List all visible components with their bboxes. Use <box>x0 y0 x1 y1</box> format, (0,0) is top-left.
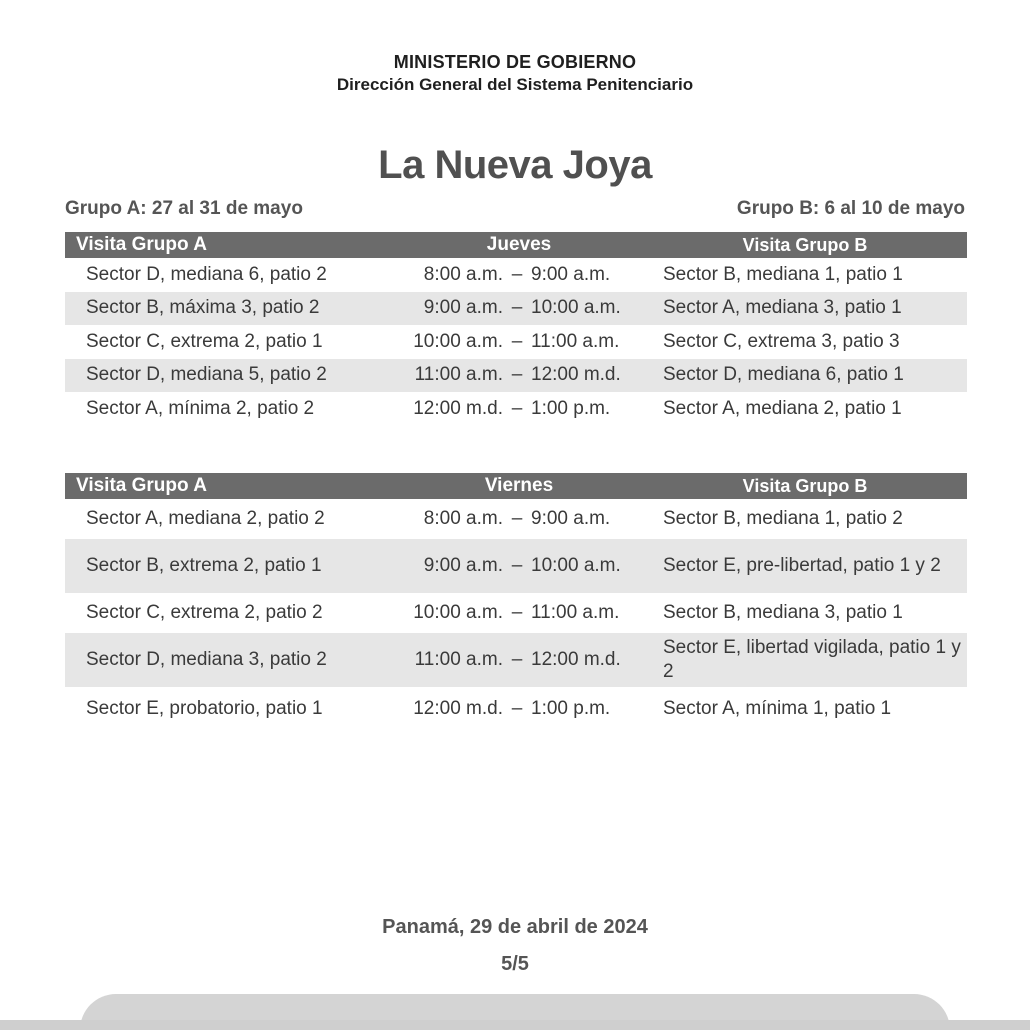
group-b-sector: Sector D, mediana 6, patio 1 <box>663 364 904 386</box>
time-separator: – <box>511 508 523 529</box>
group-b-dates: Grupo B: 6 al 10 de mayo <box>736 198 965 219</box>
document-header <box>0 51 1030 97</box>
friday-schedule-table <box>65 473 967 731</box>
group-a-sector: Sector D, mediana 6, patio 2 <box>86 263 327 285</box>
table-row <box>65 392 967 426</box>
thursday-schedule-table <box>65 232 967 426</box>
group-a-sector: Sector A, mediana 2, patio 2 <box>86 508 325 529</box>
page-number: 5/5 <box>501 953 529 975</box>
group-b-sector: Sector A, mínima 1, patio 1 <box>663 698 892 719</box>
group-a-sector: Sector D, mediana 3, patio 2 <box>86 649 327 670</box>
group-a-sector: Sector C, extrema 2, patio 1 <box>86 330 323 352</box>
end-time: 10:00 a.m. <box>531 297 621 319</box>
table-row <box>65 258 967 292</box>
time-range <box>395 698 643 720</box>
start-time: 11:00 a.m. <box>414 364 503 386</box>
table-row <box>65 539 967 593</box>
time-separator: – <box>511 649 523 670</box>
table-row <box>65 292 967 326</box>
header-group-b: Visita Grupo B <box>742 475 868 496</box>
end-time: 12:00 m.d. <box>531 649 621 670</box>
header-group-a: Visita Grupo A <box>76 234 207 255</box>
time-range <box>395 602 643 624</box>
group-a-sector: Sector B, extrema 2, patio 1 <box>86 555 322 576</box>
time-separator: – <box>511 698 523 719</box>
group-b-sector: Sector B, mediana 1, patio 1 <box>663 263 903 285</box>
document-date: Panamá, 29 de abril de 2024 <box>382 916 648 938</box>
start-time: 8:00 a.m. <box>423 508 503 529</box>
start-time: 10:00 a.m. <box>413 330 503 352</box>
group-b-sector: Sector B, mediana 1, patio 2 <box>663 508 903 529</box>
time-separator: – <box>511 602 523 623</box>
end-time: 1:00 p.m. <box>531 397 611 419</box>
group-b-sector: Sector B, mediana 3, patio 1 <box>663 602 903 623</box>
group-a-sector: Sector C, extrema 2, patio 2 <box>86 602 323 623</box>
table-row <box>65 499 967 539</box>
start-time: 11:00 a.m. <box>414 649 503 670</box>
end-time: 9:00 a.m. <box>531 263 611 285</box>
group-a-sector: Sector A, mínima 2, patio 2 <box>86 397 315 419</box>
time-range <box>395 555 643 577</box>
time-range <box>395 649 643 671</box>
table-row <box>65 633 967 687</box>
table-row <box>65 687 967 731</box>
time-separator: – <box>511 397 523 419</box>
time-separator: – <box>511 364 523 386</box>
group-b-sector: Sector E, libertad vigilada, patio 1 y 2 <box>663 637 961 682</box>
time-separator: – <box>511 330 523 352</box>
start-time: 10:00 a.m. <box>413 602 503 623</box>
group-a-sector: Sector B, máxima 3, patio 2 <box>86 297 320 319</box>
start-time: 8:00 a.m. <box>423 263 503 285</box>
group-a-sector: Sector D, mediana 5, patio 2 <box>86 364 327 386</box>
time-range <box>395 331 643 353</box>
time-range <box>395 264 643 286</box>
end-time: 11:00 a.m. <box>531 602 620 623</box>
group-b-sector: Sector E, pre-libertad, patio 1 y 2 <box>663 555 941 576</box>
time-separator: – <box>511 263 523 285</box>
start-time: 9:00 a.m. <box>423 297 503 319</box>
end-time: 9:00 a.m. <box>531 508 611 529</box>
time-range <box>395 364 643 386</box>
table-row <box>65 325 967 359</box>
header-day: Jueves <box>486 234 552 255</box>
group-b-sector: Sector C, extrema 3, patio 3 <box>663 330 900 352</box>
direction-name: Dirección General del Sistema Penitenciario <box>336 75 694 94</box>
table-row <box>65 593 967 633</box>
table-header <box>65 473 967 499</box>
header-group-a: Visita Grupo A <box>76 475 207 496</box>
header-group-b: Visita Grupo B <box>742 234 868 255</box>
end-time: 11:00 a.m. <box>531 330 620 352</box>
table-header <box>65 232 967 258</box>
table-row <box>65 359 967 393</box>
end-time: 12:00 m.d. <box>531 364 621 386</box>
group-a-dates: Grupo A: 27 al 31 de mayo <box>65 198 303 219</box>
end-time: 1:00 p.m. <box>531 698 611 719</box>
header-day: Viernes <box>484 475 554 496</box>
group-b-sector: Sector A, mediana 2, patio 1 <box>663 397 902 419</box>
end-time: 10:00 a.m. <box>531 555 621 576</box>
time-separator: – <box>511 297 523 319</box>
time-range <box>395 398 643 420</box>
ministry-name: MINISTERIO DE GOBIERNO <box>393 52 637 72</box>
start-time: 12:00 m.d. <box>413 397 503 419</box>
footer-band <box>0 1020 1030 1030</box>
page-title: La Nueva Joya <box>378 143 652 187</box>
group-a-sector: Sector E, probatorio, patio 1 <box>86 698 323 719</box>
time-range <box>395 508 643 530</box>
start-time: 12:00 m.d. <box>413 698 503 719</box>
time-range <box>395 297 643 319</box>
start-time: 9:00 a.m. <box>423 555 503 576</box>
time-separator: – <box>511 555 523 576</box>
group-b-sector: Sector A, mediana 3, patio 1 <box>663 297 902 319</box>
